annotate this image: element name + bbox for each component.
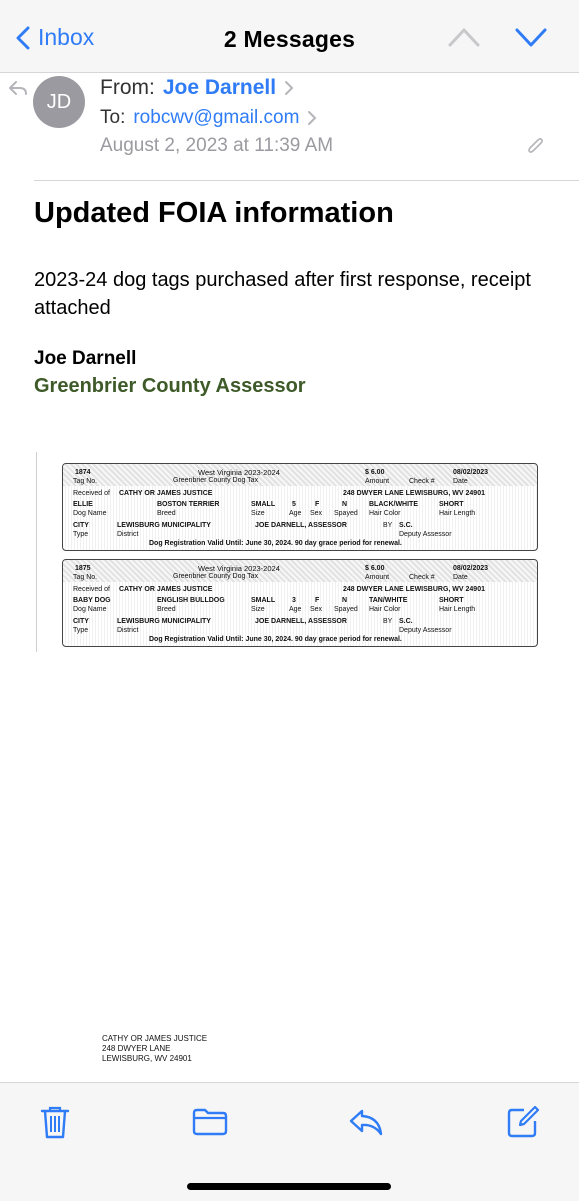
attachment-paperclip-icon <box>527 136 545 161</box>
spayed: N <box>342 501 348 508</box>
valid-until: Dog Registration Valid Until: June 30, 2024. 90 day grace period for renewal. <box>149 540 402 547</box>
age-label: Age <box>289 510 302 517</box>
replied-indicator-icon <box>8 80 28 101</box>
deputy-label: Deputy Assessor <box>399 531 452 538</box>
hair-color: BLACK/WHITE <box>369 501 418 508</box>
hair-color-label: Hair Color <box>369 606 401 613</box>
hair-length-label: Hair Length <box>439 606 476 613</box>
dog-name: BABY DOG <box>73 597 111 604</box>
size-label: Size <box>251 606 265 613</box>
type: CITY <box>73 522 89 529</box>
hair-color-label: Hair Color <box>369 510 401 517</box>
type: CITY <box>73 618 89 625</box>
received-of-label: Received of <box>73 490 110 497</box>
check-label: Check # <box>409 574 435 581</box>
back-label: Inbox <box>38 24 95 50</box>
received-of-label: Received of <box>73 586 110 593</box>
dog-name-label: Dog Name <box>73 606 107 613</box>
message-date: August 2, 2023 at 11:39 AM <box>100 135 334 156</box>
chevron-right-icon <box>307 110 317 126</box>
hair-length: SHORT <box>439 501 464 508</box>
mailing-line-3: LEWISBURG, WV 24901 <box>102 1054 192 1063</box>
age: 5 <box>292 501 296 508</box>
compose-icon <box>506 1105 540 1139</box>
dog-name: ELLIE <box>73 501 93 508</box>
owner-address: 248 DWYER LANE LEWISBURG, WV 24901 <box>343 586 485 593</box>
chevron-down-icon <box>514 26 548 48</box>
nav-bar <box>0 0 579 73</box>
receipt-date: 08/02/2023 <box>453 565 489 572</box>
sender-name[interactable]: Joe Darnell <box>162 76 277 99</box>
owner-address: 248 DWYER LANE LEWISBURG, WV 24901 <box>343 490 485 497</box>
sex-label: Sex <box>310 606 323 613</box>
next-message-button[interactable] <box>514 26 548 53</box>
tag-no-label: Tag No. <box>73 574 98 581</box>
district-label: District <box>117 531 139 538</box>
amount-label: Amount <box>365 478 390 485</box>
breed: BOSTON TERRIER <box>157 501 220 508</box>
spayed: N <box>342 597 348 604</box>
deputy-initials: S.C. <box>399 522 413 529</box>
header-divider <box>34 180 579 181</box>
reply-icon <box>348 1108 384 1136</box>
district: LEWISBURG MUNICIPALITY <box>117 522 211 529</box>
to-line <box>100 107 317 129</box>
from-line <box>100 76 294 100</box>
sex: F <box>315 597 320 604</box>
dog-name-label: Dog Name <box>73 510 107 517</box>
district: LEWISBURG MUNICIPALITY <box>117 618 211 625</box>
from-label: From: <box>100 76 155 99</box>
state-year: West Virginia 2023-2024 <box>198 564 280 573</box>
receipt-attachment[interactable] <box>36 452 516 1074</box>
previous-message-button[interactable] <box>447 26 481 53</box>
deputy-initials: S.C. <box>399 618 413 625</box>
deputy-label: Deputy Assessor <box>399 627 452 634</box>
by-label: BY <box>383 618 393 625</box>
folder-icon <box>192 1108 228 1136</box>
district-label: District <box>117 627 139 634</box>
hair-length: SHORT <box>439 597 464 604</box>
size: SMALL <box>251 501 276 508</box>
tag-number: 1875 <box>75 565 91 572</box>
home-indicator[interactable] <box>187 1183 391 1190</box>
scan-edge <box>36 452 37 652</box>
trash-icon <box>40 1105 70 1139</box>
date-label: Date <box>453 574 468 581</box>
county-tax: Greenbrier County Dog Tax <box>173 477 259 484</box>
type-label: Type <box>73 627 89 634</box>
signature-title: Greenbrier County Assessor <box>34 375 306 397</box>
spayed-label: Spayed <box>334 606 358 613</box>
type-label: Type <box>73 531 89 538</box>
mailing-line-2: 248 DWYER LANE <box>102 1044 171 1053</box>
trash-button[interactable] <box>40 1105 70 1144</box>
mailing-address <box>102 1034 207 1064</box>
amount: $ 6.00 <box>365 565 385 572</box>
sender-avatar[interactable]: JD <box>33 76 85 128</box>
tag-no-label: Tag No. <box>73 478 98 485</box>
recipient-address[interactable]: robcwv@gmail.com <box>133 107 300 128</box>
hair-color: TAN/WHITE <box>369 597 408 604</box>
date-label: Date <box>453 478 468 485</box>
message-subject: Updated FOIA information <box>34 197 394 229</box>
breed-label: Breed <box>157 606 176 613</box>
size-label: Size <box>251 510 265 517</box>
age-label: Age <box>289 606 302 613</box>
reply-button[interactable] <box>348 1108 384 1141</box>
message-body: 2023-24 dog tags purchased after first response, receipt attached <box>34 269 531 319</box>
valid-until: Dog Registration Valid Until: June 30, 2024. 90 day grace period for renewal. <box>149 636 402 643</box>
nav-title: 2 Messages <box>223 26 356 52</box>
by-label: BY <box>383 522 393 529</box>
move-to-folder-button[interactable] <box>192 1108 228 1141</box>
received-of: CATHY OR JAMES JUSTICE <box>119 490 213 497</box>
assessor: JOE DARNELL, ASSESSOR <box>255 618 347 625</box>
to-label: To: <box>100 107 126 128</box>
sex: F <box>315 501 320 508</box>
breed: ENGLISH BULLDOG <box>157 597 225 604</box>
hair-length-label: Hair Length <box>439 510 476 517</box>
amount: $ 6.00 <box>365 469 385 476</box>
assessor: JOE DARNELL, ASSESSOR <box>255 522 347 529</box>
spayed-label: Spayed <box>334 510 358 517</box>
check-label: Check # <box>409 478 435 485</box>
signature-name: Joe Darnell <box>34 348 137 369</box>
compose-button[interactable] <box>506 1105 540 1144</box>
mailing-line-1: CATHY OR JAMES JUSTICE <box>102 1034 208 1043</box>
age: 3 <box>292 597 296 604</box>
dog-tag-receipt <box>62 463 538 551</box>
receipt-date: 08/02/2023 <box>453 469 489 476</box>
sex-label: Sex <box>310 510 323 517</box>
received-of: CATHY OR JAMES JUSTICE <box>119 586 213 593</box>
amount-label: Amount <box>365 574 390 581</box>
chevron-up-icon <box>447 26 481 48</box>
breed-label: Breed <box>157 510 176 517</box>
dog-tag-receipt <box>62 559 538 647</box>
size: SMALL <box>251 597 276 604</box>
tag-number: 1874 <box>75 469 91 476</box>
chevron-right-icon <box>284 80 294 96</box>
county-tax: Greenbrier County Dog Tax <box>173 573 259 580</box>
state-year: West Virginia 2023-2024 <box>198 468 280 477</box>
